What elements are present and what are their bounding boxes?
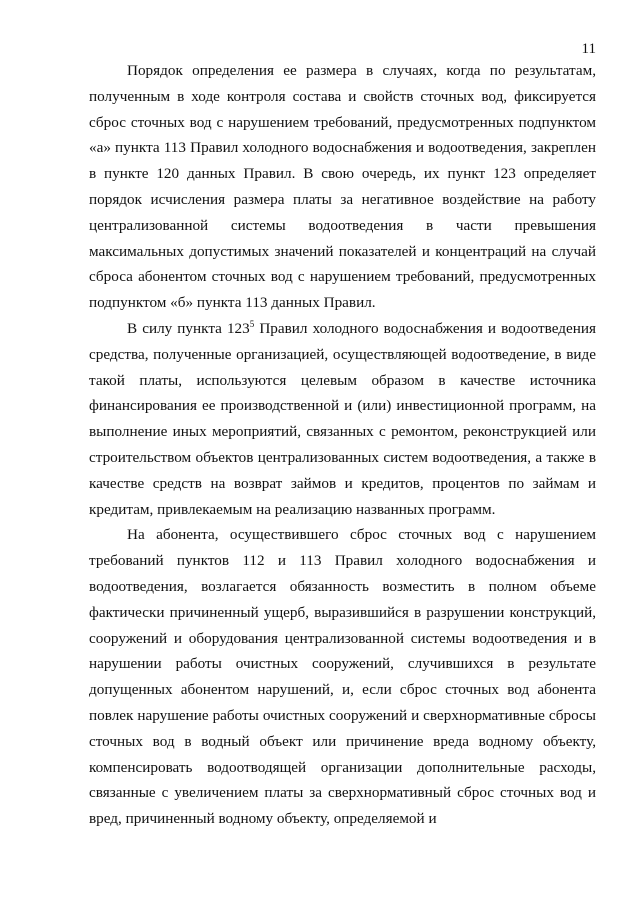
paragraph-2 [89,316,596,522]
paragraph-3: На абонента, осуществившего сброс сточных вод с нарушением требований пунктов 112 и 113 Правил холодного водоснабжения и водоотведения, возлагается обязанность возместить в полном объеме фактически причиненный ущерб, выразившийся в разрушении конструкций, сооружений и оборудования централизованной системы водоотведения и в нарушении работы очистных сооружений, случившихся в результате допущенных абонентом нарушений, и, если сброс сточных вод абонента повлек нарушение работы очистных сооружений и сверхнормативные сбросы сточных вод в водный объект или причинение вреда водному объекту, компенсировать водоотводящей организации дополнительные расходы, связанные с увеличением платы за сверхнормативный сброс сточных вод и вред, причиненный водному объекту, определяемой и [89,526,596,828]
paragraph-1: Порядок определения ее размера в случаях, когда по результатам, полученным в ходе контроля состава и свойств сточных вод, фиксируется сброс сточных вод с нарушением требований, предусмотренных подпунктом «а» пункта 113 Правил холодного водоснабжения и водоотведения, закреплен в пункте 120 данных Правил. В свою очередь, их пункт 123 определяет порядок исчисления размера платы за негативное воздействие на работу централизованной системы водоотведения в части превышения максимальных допустимых значений показателей и концентраций на случай сброса абонентом сточных вод с нарушением требований, предусмотренных подпунктом «б» пункта 113 данных Правил. [89,62,596,312]
paragraph-2-rest: Правил холодного водоснабжения и водоотведения средства, полученные организацией, осуществляющей водоотведение, в виде такой платы, используются целевым образом в качестве источника финансирования ее производственной и (или) инвестиционной программ, на выполнение иных мероприятий, связанных с ремонтом, реконструкцией или строительством объектов централизованных систем водоотведения, а также в качестве средств на возврат займов и кредитов, процентов по займам и кредитам, привлекаемым на реализацию названных программ. [89,319,596,518]
footnote-superscript: 5 [249,318,255,329]
page-number: 11 [581,41,596,57]
document-body [89,58,596,832]
paragraph-2-start: В силу пункта 123 [127,319,250,337]
